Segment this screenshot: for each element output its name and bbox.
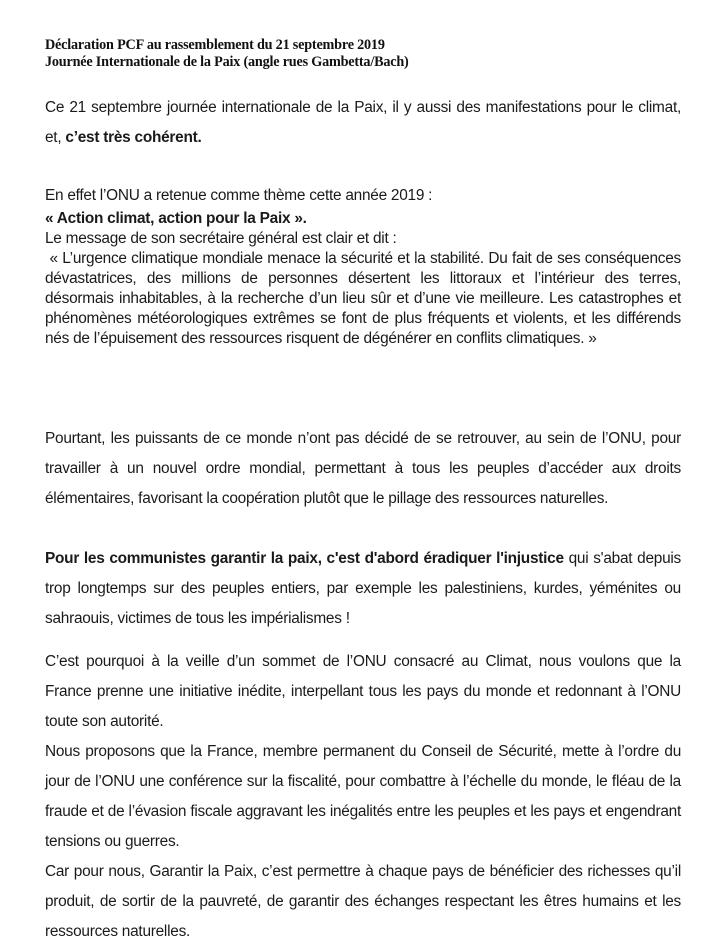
intro-bold-text: c’est très cohérent. bbox=[65, 129, 202, 146]
header-subtitle-line: Journée Internationale de la Paix (angle rues Gambetta/Bach) bbox=[45, 54, 409, 70]
intro-text: Ce 21 septembre journée internationale de la Paix, il y aussi des manifestations pour le climat, et, bbox=[45, 99, 681, 146]
paragraph-conclusion: Car pour nous, Garantir la Paix, c’est permettre à chaque pays de bénéficier des richesses qu’il produit, de sortir de la pauvreté, de garantir des échanges respectant les êtres humains et les ressources naturelles. bbox=[45, 863, 681, 940]
paragraph-intro bbox=[45, 93, 681, 153]
paragraph-proposons: Nous proposons que la France, membre permanent du Conseil de Sécurité, mette à l’ordre du jour de l’ONU une conférence sur la fiscalité, pour combattre à l’échelle du monde, le fléau de la fraude et de l’évasion fiscale aggravant les inégalités entre les peuples et les pays et engendrant tensions ou guerres. bbox=[45, 743, 681, 850]
communistes-bold-text: Pour les communistes garantir la paix, c'est d'abord éradiquer l'injustice bbox=[45, 550, 564, 567]
onu-theme-bold: « Action climat, action pour la Paix ». bbox=[45, 210, 307, 227]
paragraph-pourtant: Pourtant, les puissants de ce monde n’ont pas décidé de se retrouver, au sein de l’ONU, pour travailler à un nouvel ordre mondial, permettant à tous les peuples d’accéder aux droits élémentaires, favorisant la coopération plutôt que le pillage des ressources naturelles. bbox=[45, 430, 681, 507]
header-title-line: Déclaration PCF au rassemblement du 21 septembre 2019 bbox=[45, 37, 385, 53]
onu-message-intro: Le message de son secrétaire général est clair et dit : bbox=[45, 230, 397, 247]
onu-theme-intro: En effet l’ONU a retenue comme thème cette année 2019 : bbox=[45, 187, 433, 204]
document-header bbox=[45, 37, 409, 71]
communistes-text: qui s'abat depuis trop longtemps sur des peuples entiers, par exemple les palestiniens, kurdes, yéménites ou sahraouis, victimes de tous les impérialismes ! bbox=[45, 550, 681, 627]
secretary-general-quote: « L’urgence climatique mondiale menace la sécurité et la stabilité. Du fait de ses conséquences dévastatrices, des millions de personnes désertent les littoraux et l’intérieur des terres, désormais inhabitables, à la recherche d’un lieu sûr et d’une vie meilleure. Les catastrophes et phénomènes météorologiques extrêmes se font de plus fréquents et violents, et les différends nés de l’épuisement des ressources risquent de dégénérer en conflits climatiques. » bbox=[45, 250, 686, 347]
paragraph-communistes bbox=[45, 544, 681, 634]
paragraph-pourquoi: C’est pourquoi à la veille d’un sommet de l’ONU consacré au Climat, nous voulons que la France prenne une initiative inédite, interpellant tous les pays du monde et redonnant à l’ONU toute son autorité. bbox=[45, 653, 681, 730]
paragraph-onu-theme bbox=[45, 186, 686, 349]
